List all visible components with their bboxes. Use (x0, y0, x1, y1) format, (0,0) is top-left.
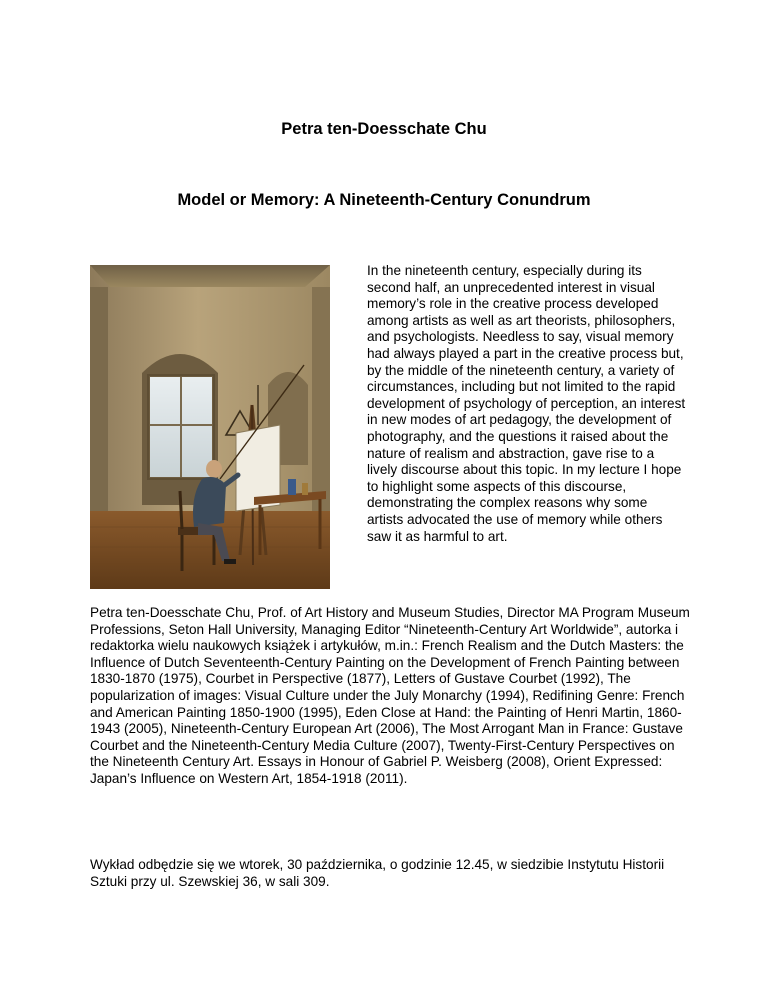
lecture-info: Wykład odbędzie się we wtorek, 30 października, o godzinie 12.45, w siedzibie Instytutu Historii Sztuki przy ul. Szewskiej 36, w sali 309. (90, 857, 665, 889)
painting-image (90, 265, 330, 589)
author-bio: Petra ten-Doesschate Chu, Prof. of Art History and Museum Studies, Director MA Program Museum Professions, Seton Hall University, Managing Editor “Nineteenth-Century Art Worldwide”, autorka i redaktorka wielu naukowych książek i artykułów, m.in.: French Realism and the Dutch Masters: the Influence of Dutch Seventeenth-Century Painting on the Development of French Painting between 1830-1870 (1975), Courbet in Perspective (1877), Letters of Gustave Courbet (1992), The popularization of images: Visual Culture under the July Monarchy (1994), Redifining Genre: French and American Painting 1850-1900 (1995), Eden Close at Hand: the Painting of Henri Martin, 1860-1943 (2005), Nineteenth-Century European Art (2006), The Most Arrogant Man in France: Gustave Courbet and the Nineteenth-Century Media Culture (2007), Twenty-First-Century Perspectives on the Nineteenth Century Art. Essays in Honour of Gabriel P. Weisberg (2008), Orient Expressed: Japan’s Influence on Western Art, 1854-1918 (2011). (90, 605, 690, 786)
author-name: Petra ten-Doesschate Chu (281, 120, 487, 138)
abstract-text: In the nineteenth century, especially during its second half, an unprecedented interest in visual memory’s role in the creative process developed among artists as well as art theorists, philosophers, and psychologists. Needless to say, visual memory had always played a part in the creative process but, by the middle of the nineteenth century, a variety of circumstances, including but not limited to the rapid development of psychology of perception, an interest in new modes of art pedagogy, the development of photography, and the questions it raised about the nature of realism and abstraction, gave rise to a lively discourse about this topic. In my lecture I hope to highlight some aspects of this discourse, demonstrating the complex reasons why some artists advocated the use of memory while others saw it as harmful to art. (367, 263, 686, 544)
lecture-title: Model or Memory: A Nineteenth-Century Conundrum (177, 191, 591, 209)
